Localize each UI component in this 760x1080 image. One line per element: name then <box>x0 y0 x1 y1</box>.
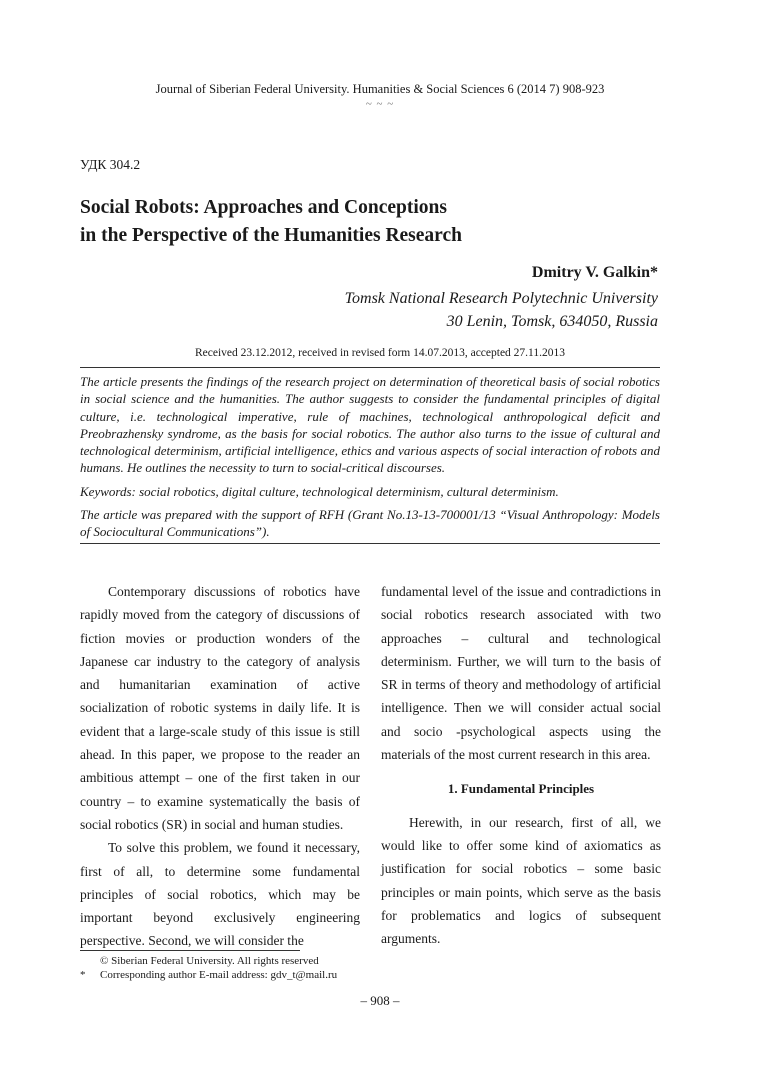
header-ornament: ~ ~ ~ <box>365 98 395 110</box>
body-paragraph: Contemporary discussions of robotics have rapidly moved from the category of discussions of fiction movies or production wonders of the Japanese car industry to the category of analysis and humanitarian examination of active socialization of robotic systems in daily life. It is evident that a large-scale study of this issue is still ahead. In this paper, we propose to the reader an ambitious attempt – one of the first taken in our country – to examine systematically the basis of social robotics (SR) in social and human studies. <box>80 584 360 832</box>
abstract-text: The article presents the findings of the research project on determination of theoretical basis of social robotics in social science and the humanities. The author suggests to consider the fundamental principles of digital culture, i.e. technological imperative, rule of machines, technological anthropological deficit and Preobrazhensky syndrome, as the basis for social robotics. The author also turns to the issue of cultural and technological determinism, artificial intelligence, ethics and various aspects of social interaction of robots and humans. He outlines the necessity to turn to social-critical discourses. <box>80 374 660 476</box>
funding-note: The article was prepared with the support of RFH (Grant No.13-13-700001/13 “Visual Anthropology: Models of Sociocultural Communications”). <box>80 507 660 540</box>
copyright-note: © Siberian Federal University. All rights reserved <box>100 955 319 967</box>
journal-header: Journal of Siberian Federal University. Humanities & Social Sciences 6 (2014 7) 908-923 <box>155 82 605 96</box>
author-name: Dmitry V. Galkin* <box>531 264 658 281</box>
affiliation-line-2: 30 Lenin, Tomsk, 634050, Russia <box>446 313 658 330</box>
body-paragraph: fundamental level of the issue and contradictions in social robotics research associated with two approaches – cultural and technological determinism. Further, we will turn to the basis of SR in terms of theory and methodology of artificial intelligence. Then we will consider actual social and socio -psychological aspects using the materials of the most current research in this area. <box>381 584 661 763</box>
title-line-2: in the Perspective of the Humanities Research <box>80 225 462 246</box>
abstract-block <box>80 373 660 547</box>
udk-code: УДК 304.2 <box>80 157 141 172</box>
keywords: Keywords: social robotics, digital culture, technological determinism, cultural determinism. <box>80 483 559 499</box>
body-column-left <box>80 580 360 953</box>
body-paragraph: To solve this problem, we found it necessary, first of all, to determine some fundamental principles of social robotics, which may be important beyond exclusively engineering perspective. Second, we will consider the <box>80 840 360 949</box>
article-title <box>80 194 640 250</box>
body-paragraph: Herewith, in our research, first of all, we would like to offer some kind of axiomatics as justification for social robotics – some basic principles or main points, which serve as the basis for problematics and logics of subsequent arguments. <box>381 814 661 947</box>
title-line-1: Social Robots: Approaches and Conceptions <box>80 197 447 218</box>
corresponding-email: Corresponding author E-mail address: gdv_t@mail.ru <box>100 969 338 981</box>
footnote-rule <box>80 950 300 951</box>
affiliation-line-1: Tomsk National Research Polytechnic University <box>344 290 658 307</box>
body-column-right <box>381 580 661 950</box>
footnote-marker: * <box>80 969 86 981</box>
abstract-bottom-rule <box>80 543 660 544</box>
page-number: – 908 – <box>360 993 400 1008</box>
corresponding-author-note <box>80 968 480 982</box>
author-affiliation <box>345 287 658 333</box>
abstract-top-rule <box>80 367 660 368</box>
received-dates: Received 23.12.2012, received in revised form 14.07.2013, accepted 27.11.2013 <box>194 347 566 359</box>
section-heading: 1. Fundamental Principles <box>447 781 595 797</box>
